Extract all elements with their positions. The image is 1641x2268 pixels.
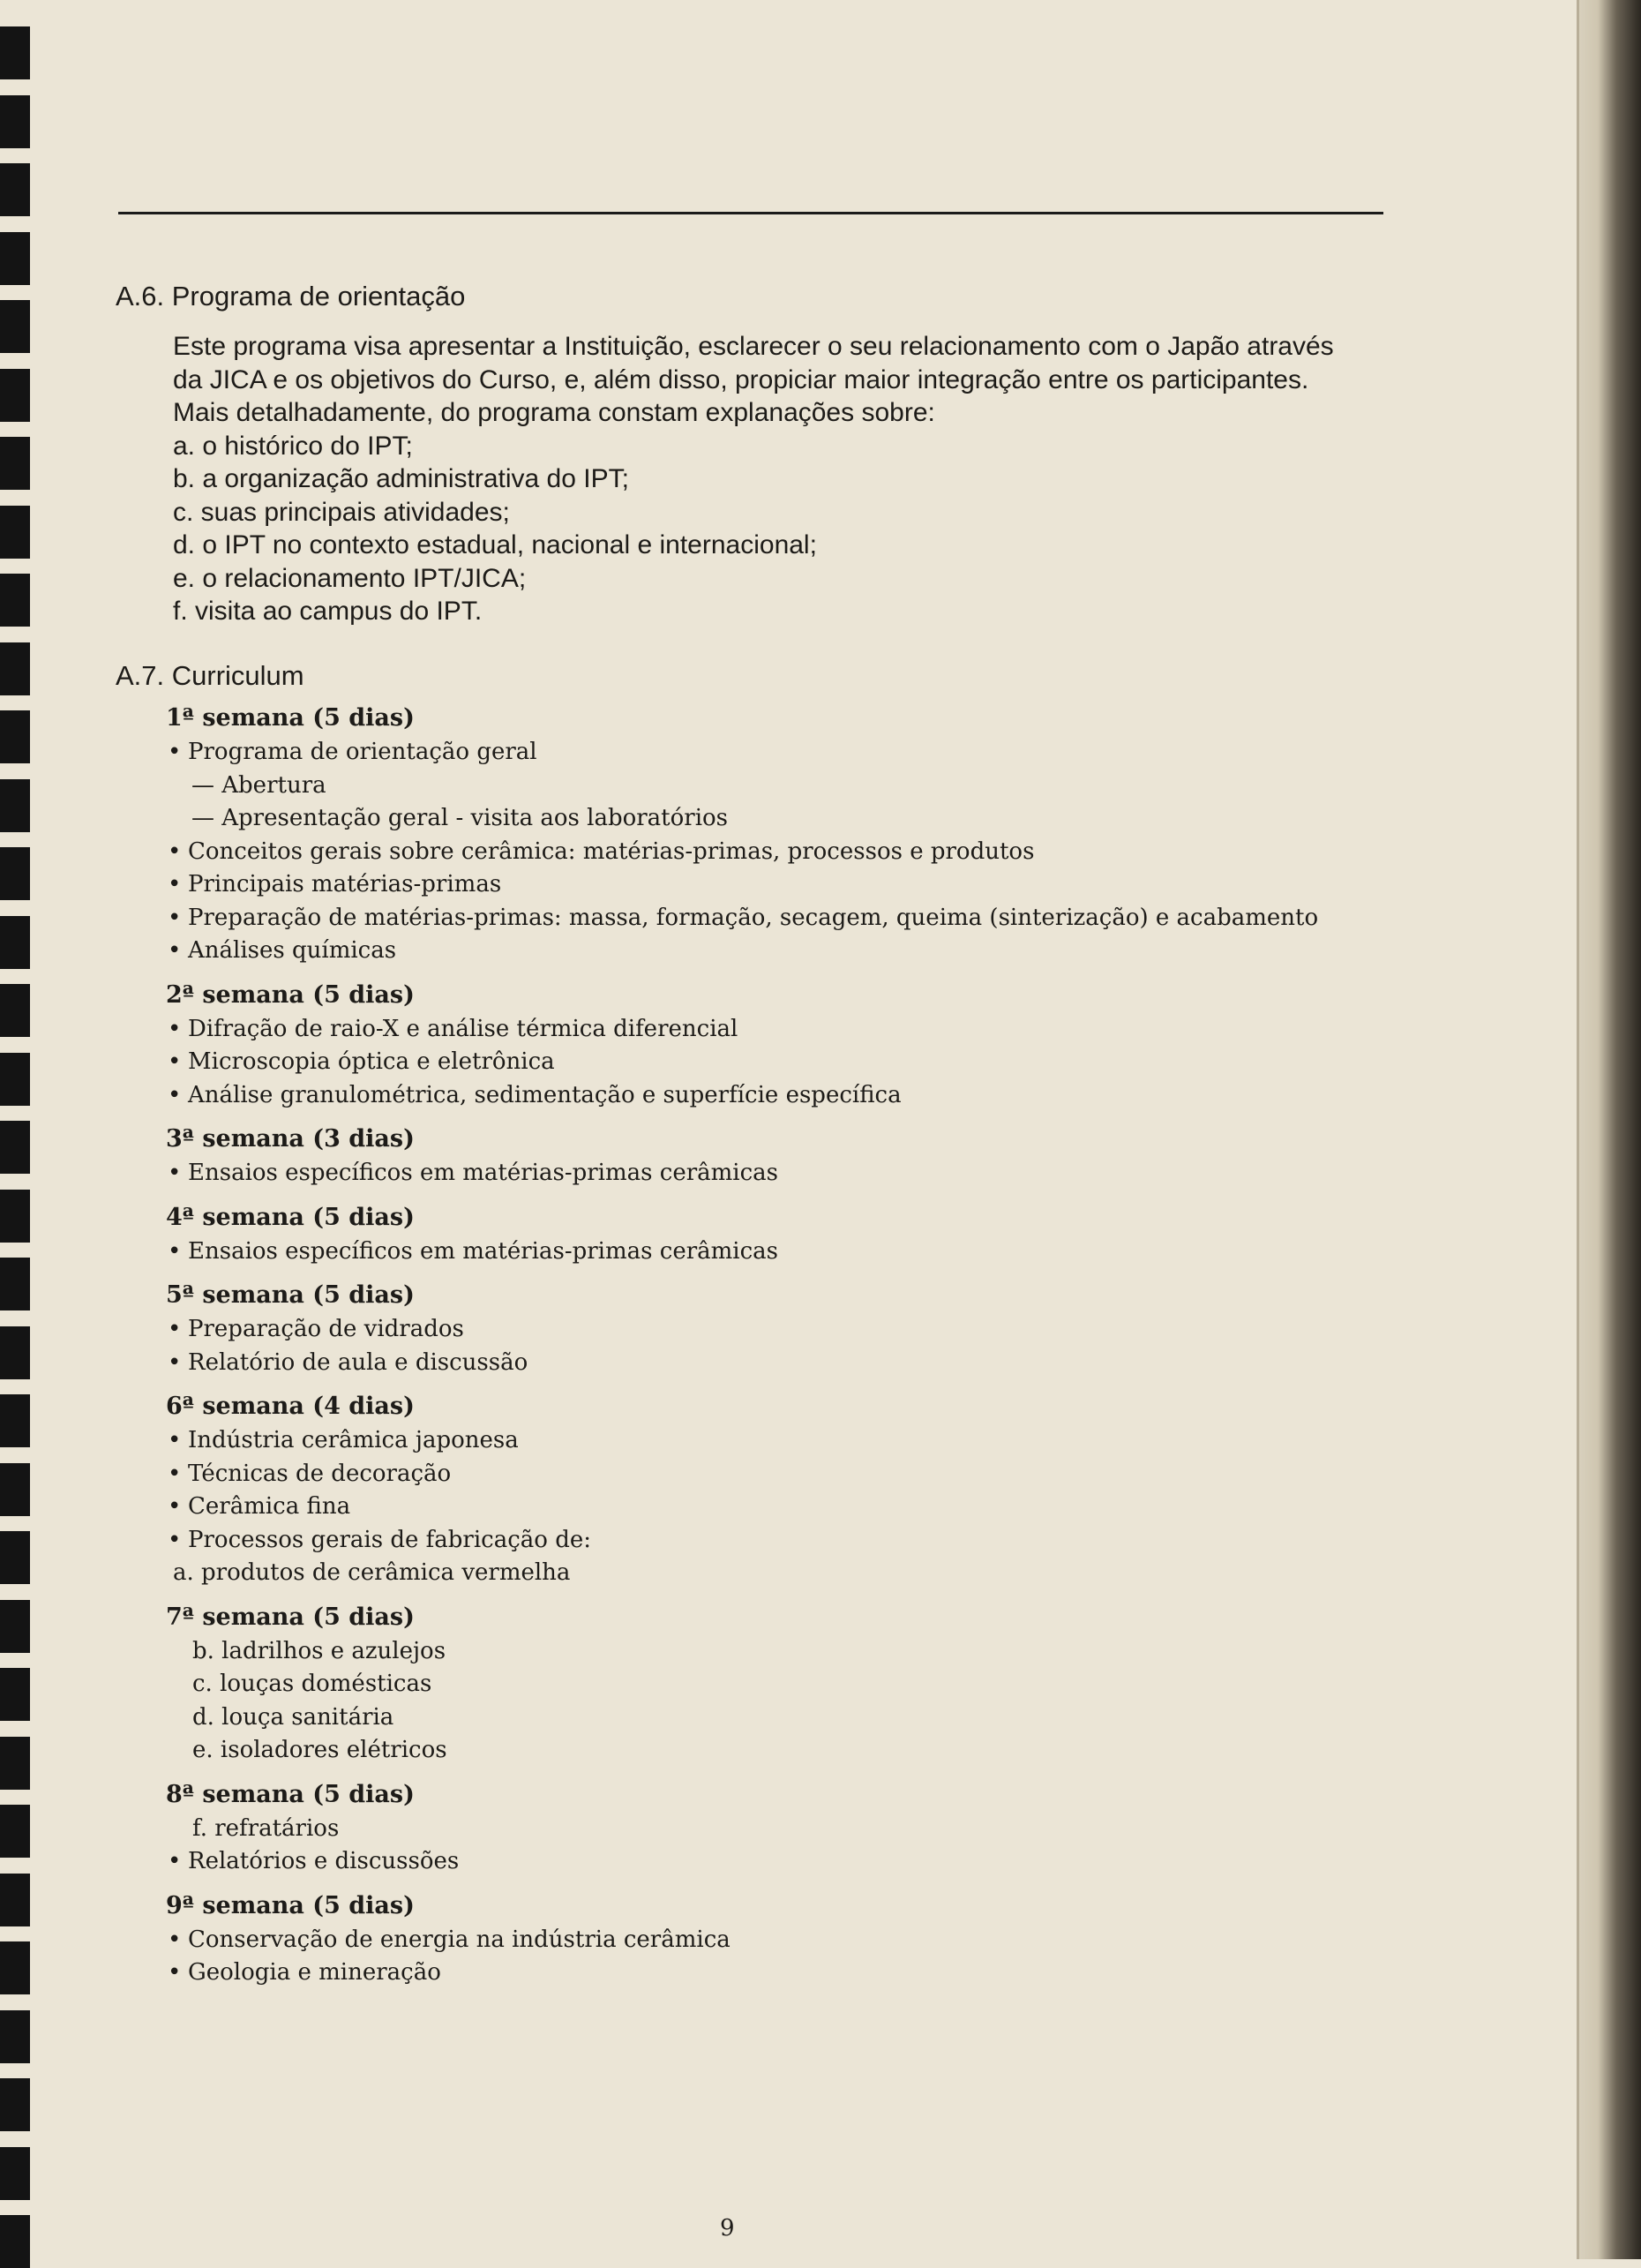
- curriculum-item: Ensaios específicos em matérias-primas cerâmicas: [188, 1160, 779, 1186]
- curriculum-item: Processos gerais de fabricação de:: [188, 1526, 591, 1553]
- list-item: c. suas principais atividades;: [173, 497, 510, 527]
- section-heading: A.6. Programa de orientação: [116, 281, 466, 312]
- page-stack-edge: [1579, 0, 1641, 2259]
- curriculum-subitem: — Abertura: [191, 771, 326, 799]
- binding-hole: [0, 1737, 30, 1790]
- week-heading: 6ª semana (4 dias): [166, 1393, 415, 1420]
- bullet-icon: •: [168, 1048, 182, 1075]
- list-item: b. a organização administrativa do IPT;: [173, 464, 629, 493]
- week-heading: 5ª semana (5 dias): [166, 1281, 415, 1309]
- week-heading: 2ª semana (5 dias): [166, 980, 415, 1009]
- bullet-icon: •: [168, 937, 182, 964]
- week-heading: 9ª semana (5 dias): [166, 1891, 415, 1919]
- curriculum-item: Preparação de vidrados: [188, 1316, 464, 1342]
- binding-hole: [0, 1326, 30, 1379]
- curriculum-item: Indústria cerâmica japonesa: [188, 1427, 519, 1453]
- binding-hole: [0, 95, 30, 148]
- bullet-icon: •: [168, 1427, 182, 1453]
- week-heading: 7ª semana (5 dias): [166, 1603, 415, 1631]
- binding-hole: [0, 916, 30, 969]
- curriculum-item: Relatório de aula e discussão: [188, 1348, 528, 1376]
- week-heading: 4ª semana (5 dias): [166, 1203, 415, 1231]
- binding-hole: [0, 2010, 30, 2063]
- binding-hole: [0, 232, 30, 285]
- binding-hole: [0, 300, 30, 353]
- curriculum-item: Cerâmica fina: [188, 1493, 351, 1520]
- binding-hole: [0, 506, 30, 559]
- bullet-icon: •: [168, 1848, 182, 1874]
- binding-hole: [0, 710, 30, 763]
- curriculum-subitem: b. ladrilhos e azulejos: [192, 1637, 446, 1664]
- curriculum-item: Relatórios e discussões: [188, 1848, 460, 1874]
- binding-hole: [0, 1258, 30, 1310]
- bullet-icon: •: [168, 1926, 182, 1953]
- binding-hole: [0, 2215, 30, 2268]
- binding-hole: [0, 1121, 30, 1174]
- curriculum-item: Conceitos gerais sobre cerâmica: matérias-primas, processos e produtos: [188, 837, 1035, 865]
- binding-hole: [0, 369, 30, 422]
- bullet-icon: •: [168, 1460, 182, 1487]
- list-item: f. visita ao campus do IPT.: [173, 597, 483, 626]
- bullet-icon: •: [168, 837, 182, 865]
- curriculum-subitem: f. refratários: [192, 1814, 340, 1842]
- bullet-icon: •: [168, 1081, 182, 1108]
- binding-hole: [0, 642, 30, 695]
- binding-hole: [0, 847, 30, 900]
- week-heading: 8ª semana (5 dias): [166, 1780, 415, 1808]
- bullet-icon: •: [168, 1316, 182, 1342]
- curriculum-item: Microscopia óptica e eletrônica: [188, 1048, 555, 1075]
- week-heading: 1ª semana (5 dias): [166, 704, 415, 732]
- binding-hole: [0, 1053, 30, 1106]
- curriculum-item: Técnicas de decoração: [188, 1460, 452, 1487]
- binding-hole: [0, 574, 30, 627]
- curriculum-item: Conservação de energia na indústria cerâmica: [188, 1926, 731, 1953]
- binding-hole: [0, 1600, 30, 1653]
- binding-hole: [0, 1463, 30, 1516]
- bullet-icon: •: [168, 1348, 182, 1376]
- binding-hole: [0, 2147, 30, 2200]
- binding-hole: [0, 1394, 30, 1447]
- curriculum-item: Análise granulométrica, sedimentação e superfície específica: [188, 1081, 902, 1108]
- list-item: d. o IPT no contexto estadual, nacional e internacional;: [173, 530, 817, 559]
- week-heading: 3ª semana (3 dias): [166, 1125, 415, 1153]
- binding-hole: [0, 1668, 30, 1721]
- curriculum-item: Geologia e mineração: [188, 1959, 441, 1986]
- curriculum-item: Ensaios específicos em matérias-primas cerâmicas: [188, 1237, 779, 1265]
- bullet-icon: •: [168, 1015, 182, 1042]
- paragraph-line: Mais detalhadamente, do programa constam explanações sobre:: [173, 398, 935, 427]
- curriculum-subitem: e. isoladores elétricos: [192, 1737, 447, 1763]
- bullet-icon: •: [168, 1160, 182, 1186]
- curriculum-item: Análises químicas: [188, 937, 397, 964]
- list-item: e. o relacionamento IPT/JICA;: [173, 563, 527, 593]
- binding-hole: [0, 163, 30, 216]
- curriculum-item: Principais matérias-primas: [188, 871, 502, 897]
- bullet-icon: •: [168, 1237, 182, 1265]
- binding-hole: [0, 1941, 30, 1994]
- list-item: a. o histórico do IPT;: [173, 431, 413, 461]
- curriculum-subitem: a. produtos de cerâmica vermelha: [173, 1559, 571, 1586]
- binding-hole: [0, 1531, 30, 1584]
- binding-hole: [0, 437, 30, 490]
- paragraph-line: da JICA e os objetivos do Curso, e, além disso, propiciar maior integração entre os participantes.: [173, 364, 1309, 394]
- section-heading: A.7. Curriculum: [116, 660, 304, 691]
- curriculum-item: Preparação de matérias-primas: massa, formação, secagem, queima (sinterização) e acabamento: [188, 904, 1319, 931]
- binding-hole: [0, 26, 30, 79]
- curriculum-item: Programa de orientação geral: [188, 739, 537, 765]
- curriculum-item: Difração de raio-X e análise térmica diferencial: [188, 1015, 738, 1042]
- curriculum-subitem: c. louças domésticas: [192, 1671, 432, 1697]
- bullet-icon: •: [168, 1493, 182, 1520]
- bullet-icon: •: [168, 1526, 182, 1553]
- curriculum-subitem: d. louça sanitária: [192, 1703, 394, 1731]
- binding-hole: [0, 1190, 30, 1243]
- binding-hole: [0, 2078, 30, 2131]
- bullet-icon: •: [168, 871, 182, 897]
- bullet-icon: •: [168, 739, 182, 765]
- bullet-icon: •: [168, 1959, 182, 1986]
- binding-hole: [0, 1805, 30, 1858]
- binding-hole: [0, 779, 30, 832]
- paragraph-line: Este programa visa apresentar a Instituição, esclarecer o seu relacionamento com o Japão através: [173, 332, 1334, 361]
- bullet-icon: •: [168, 904, 182, 931]
- curriculum-subitem: — Apresentação geral - visita aos laboratórios: [191, 805, 729, 831]
- header-rule: [118, 212, 1383, 214]
- page-number: 9: [720, 2215, 735, 2242]
- binding-hole: [0, 984, 30, 1037]
- binding-hole: [0, 1874, 30, 1926]
